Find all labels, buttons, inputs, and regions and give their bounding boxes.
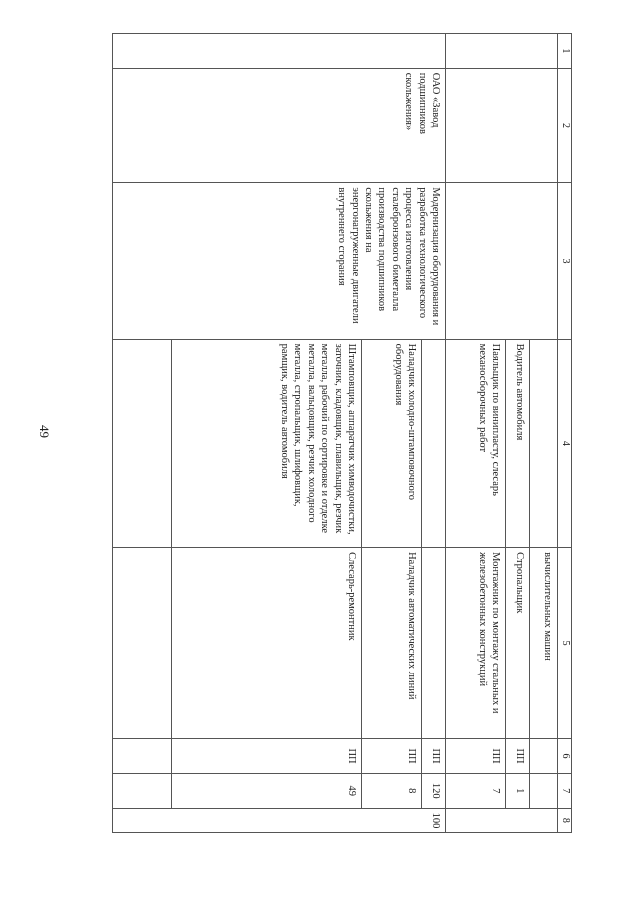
cell-stamper-count: 49 [172, 773, 362, 808]
rotated-table-container [112, 33, 572, 833]
cell-driver-count: 1 [506, 773, 530, 808]
header-col-7: 7 [558, 773, 572, 808]
cell-welder-occupation: Паяльщик по винипласту, слесарь механосборочных работ [446, 339, 506, 547]
cell-adjuster-alt-occupation: Наладчик автоматических линий [362, 548, 422, 739]
cell-welder-count: 7 [446, 773, 506, 808]
table-row [530, 34, 558, 833]
cell-adjuster-occupation: Наладчик холодно-штамповочного оборудования [362, 339, 422, 547]
cell-col1-continued [446, 34, 558, 69]
cell-blank-col6 [113, 739, 172, 774]
cell-stamper-training: ПП [172, 739, 362, 774]
cell-driver-training: ПП [506, 739, 530, 774]
cell-driver-alt-occupation: Стропальщик [506, 548, 530, 739]
cell-col8-continued [446, 808, 558, 832]
cell-col2-continued [446, 68, 558, 183]
page-number: 49 [37, 425, 52, 438]
cell-enterprise-col8: 100 [113, 808, 446, 832]
cell-enterprise-col1 [113, 34, 446, 69]
table-row [422, 34, 446, 833]
cell-enterprise-total: 120 [422, 773, 446, 808]
cell-welder-alt-occupation: Монтажник по монтажу стальных и железобетонных конструкций [446, 548, 506, 739]
header-col-1: 1 [558, 34, 572, 69]
cell-blank-col5 [113, 548, 172, 739]
header-col-4: 4 [558, 339, 572, 547]
cell-adjuster-count: 8 [362, 773, 422, 808]
table-body [113, 34, 558, 833]
header-col-3: 3 [558, 183, 572, 339]
cell-enterprise-project: Модернизация оборудования и разработка технологического процесса изготовления сталебронзового биметалла производства подшипников скольжения на энергонагруженные двигатели внутреннего сгорания [113, 183, 446, 339]
table-header [558, 34, 572, 833]
cell-enterprise-col4 [422, 339, 446, 547]
cell-blank-col7 [113, 773, 172, 808]
cell-col4-continued [530, 339, 558, 547]
header-col-8: 8 [558, 808, 572, 832]
cell-adjuster-training: ПП [362, 739, 422, 774]
cell-col6-continued [530, 739, 558, 774]
cell-col3-continued [446, 183, 558, 339]
cell-enterprise-col5 [422, 548, 446, 739]
vacancy-table [112, 33, 572, 833]
cell-enterprise-training: ПП [422, 739, 446, 774]
header-col-2: 2 [558, 68, 572, 183]
cell-col7-continued [530, 773, 558, 808]
header-col-5: 5 [558, 548, 572, 739]
cell-welder-training: ПП [446, 739, 506, 774]
cell-stamper-occupation: Штамповщик, аппаратчик химводочистки, заточник, кладовщик, плавильщик, резчик металла, рабочий по сортировке и отделке металла, вальцовщик, резчик холодного металла, стропальщик, шлифовщик, рамщик, водитель автомобиля [172, 339, 362, 547]
cell-enterprise-name: ОАО «Завод подшипников скольжения» [113, 68, 446, 183]
header-row [558, 34, 572, 833]
cell-stamper-alt-occupation: Слесарь-ремонтник [172, 548, 362, 739]
header-col-6: 6 [558, 739, 572, 774]
cell-blank-col4 [113, 339, 172, 547]
cell-col5-continued: вычислительных машин [530, 548, 558, 739]
cell-driver-occupation: Водитель автомобиля [506, 339, 530, 547]
